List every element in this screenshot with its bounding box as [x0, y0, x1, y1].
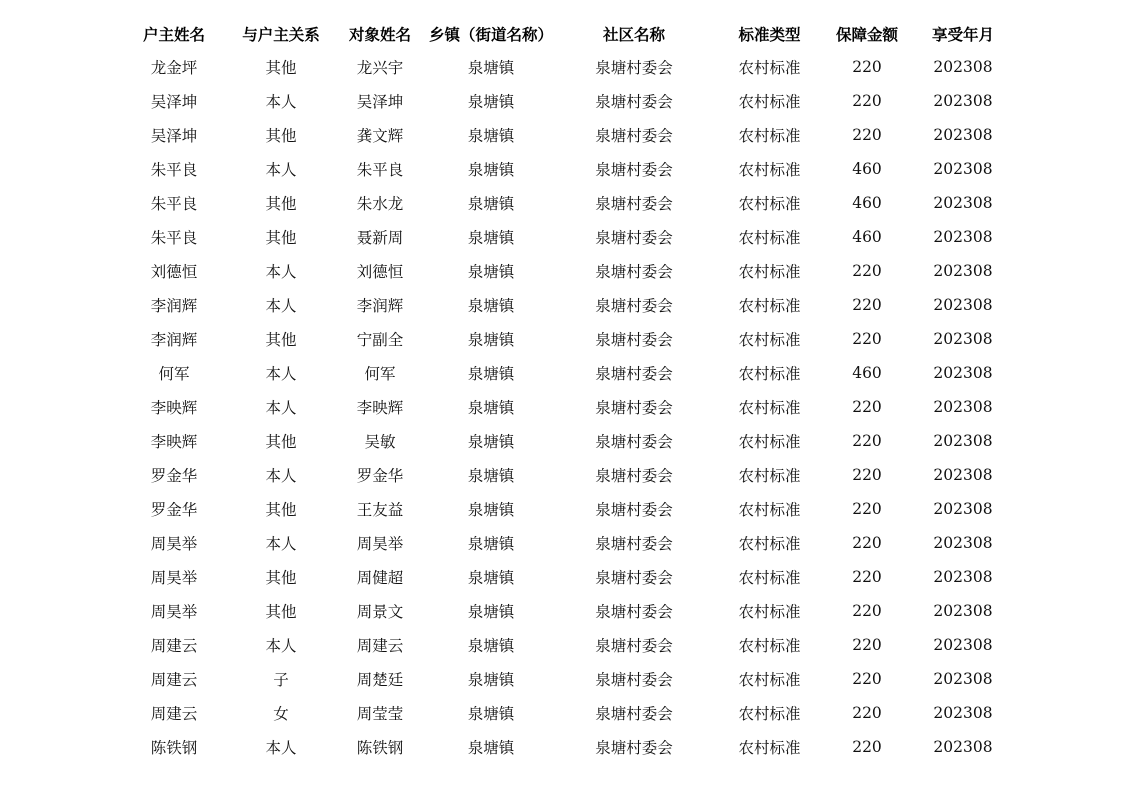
- header-row: [120, 17, 1019, 50]
- cell-community-name: 泉塘村委会: [595, 195, 673, 213]
- cell-standard-type: 农村标准: [738, 603, 801, 621]
- cell-relation-to-head: 其他: [265, 331, 297, 349]
- cell-township: 泉塘镇: [467, 331, 515, 349]
- cell-subsidy-amount: 220: [852, 126, 882, 144]
- table-row: [120, 696, 1019, 730]
- table-row: [120, 390, 1019, 424]
- cell-household-head-name: 朱平良: [150, 195, 198, 213]
- cell-benefit-month: 202308: [933, 92, 993, 110]
- cell-benefit-month: 202308: [933, 466, 993, 484]
- cell-benefit-month: 202308: [933, 228, 993, 246]
- column-header-standard-type: 标准类型: [738, 25, 801, 44]
- cell-township: 泉塘镇: [467, 297, 515, 315]
- cell-township: 泉塘镇: [467, 637, 515, 655]
- cell-household-head-name: 李映辉: [150, 399, 198, 417]
- table-row: [120, 424, 1019, 458]
- cell-community-name: 泉塘村委会: [595, 365, 673, 383]
- cell-relation-to-head: 其他: [265, 501, 297, 519]
- cell-standard-type: 农村标准: [738, 569, 801, 587]
- column-header-township: 乡镇（街道名称）: [428, 25, 553, 44]
- cell-benefit-month: 202308: [933, 500, 993, 518]
- table-row: [120, 594, 1019, 628]
- table-row: [120, 730, 1019, 764]
- cell-township: 泉塘镇: [467, 603, 515, 621]
- cell-standard-type: 农村标准: [738, 161, 801, 179]
- cell-benefit-month: 202308: [933, 534, 993, 552]
- cell-benefit-month: 202308: [933, 568, 993, 586]
- cell-community-name: 泉塘村委会: [595, 399, 673, 417]
- cell-community-name: 泉塘村委会: [595, 535, 673, 553]
- cell-township: 泉塘镇: [467, 433, 515, 451]
- cell-relation-to-head: 其他: [265, 569, 297, 587]
- cell-subsidy-amount: 220: [852, 568, 882, 586]
- cell-standard-type: 农村标准: [738, 263, 801, 281]
- cell-community-name: 泉塘村委会: [595, 467, 673, 485]
- cell-township: 泉塘镇: [467, 59, 515, 77]
- cell-relation-to-head: 本人: [265, 535, 297, 553]
- cell-community-name: 泉塘村委会: [595, 331, 673, 349]
- cell-household-head-name: 李映辉: [150, 433, 198, 451]
- cell-beneficiary-name: 朱水龙: [356, 195, 404, 213]
- cell-township: 泉塘镇: [467, 161, 515, 179]
- cell-relation-to-head: 本人: [265, 161, 297, 179]
- cell-relation-to-head: 本人: [265, 365, 297, 383]
- cell-standard-type: 农村标准: [738, 195, 801, 213]
- cell-beneficiary-name: 王友益: [356, 501, 404, 519]
- cell-township: 泉塘镇: [467, 365, 515, 383]
- cell-township: 泉塘镇: [467, 263, 515, 281]
- cell-standard-type: 农村标准: [738, 739, 801, 757]
- cell-township: 泉塘镇: [467, 399, 515, 417]
- cell-standard-type: 农村标准: [738, 399, 801, 417]
- cell-standard-type: 农村标准: [738, 59, 801, 77]
- cell-standard-type: 农村标准: [738, 705, 801, 723]
- cell-township: 泉塘镇: [467, 93, 515, 111]
- table-row: [120, 118, 1019, 152]
- cell-benefit-month: 202308: [933, 636, 993, 654]
- cell-household-head-name: 罗金华: [150, 467, 198, 485]
- cell-benefit-month: 202308: [933, 670, 993, 688]
- cell-relation-to-head: 其他: [265, 603, 297, 621]
- cell-standard-type: 农村标准: [738, 535, 801, 553]
- cell-benefit-month: 202308: [933, 262, 993, 280]
- cell-standard-type: 农村标准: [738, 297, 801, 315]
- cell-beneficiary-name: 李润辉: [356, 297, 404, 315]
- table-row: [120, 628, 1019, 662]
- cell-beneficiary-name: 宁副全: [356, 331, 404, 349]
- cell-community-name: 泉塘村委会: [595, 263, 673, 281]
- cell-township: 泉塘镇: [467, 705, 515, 723]
- table-row: [120, 152, 1019, 186]
- cell-standard-type: 农村标准: [738, 365, 801, 383]
- cell-benefit-month: 202308: [933, 364, 993, 382]
- cell-community-name: 泉塘村委会: [595, 637, 673, 655]
- table-row: [120, 288, 1019, 322]
- cell-subsidy-amount: 220: [852, 296, 882, 314]
- cell-subsidy-amount: 220: [852, 670, 882, 688]
- cell-benefit-month: 202308: [933, 194, 993, 212]
- cell-relation-to-head: 本人: [265, 297, 297, 315]
- cell-community-name: 泉塘村委会: [595, 705, 673, 723]
- cell-standard-type: 农村标准: [738, 433, 801, 451]
- column-header-community-name: 社区名称: [602, 25, 665, 44]
- cell-household-head-name: 朱平良: [150, 161, 198, 179]
- cell-beneficiary-name: 吴泽坤: [356, 93, 404, 111]
- cell-household-head-name: 陈铁钢: [150, 739, 198, 757]
- column-header-beneficiary-name: 对象姓名: [348, 25, 411, 44]
- cell-beneficiary-name: 陈铁钢: [356, 739, 404, 757]
- cell-subsidy-amount: 220: [852, 262, 882, 280]
- table-header: [120, 17, 1019, 50]
- cell-township: 泉塘镇: [467, 671, 515, 689]
- cell-subsidy-amount: 460: [852, 364, 882, 382]
- cell-benefit-month: 202308: [933, 330, 993, 348]
- beneficiary-table: [120, 17, 1019, 764]
- cell-household-head-name: 周昊举: [150, 569, 198, 587]
- cell-relation-to-head: 本人: [265, 93, 297, 111]
- cell-standard-type: 农村标准: [738, 127, 801, 145]
- cell-beneficiary-name: 周景文: [356, 603, 404, 621]
- cell-township: 泉塘镇: [467, 127, 515, 145]
- cell-standard-type: 农村标准: [738, 501, 801, 519]
- cell-subsidy-amount: 220: [852, 398, 882, 416]
- table-row: [120, 526, 1019, 560]
- column-header-benefit-month: 享受年月: [931, 25, 994, 44]
- cell-benefit-month: 202308: [933, 602, 993, 620]
- cell-benefit-month: 202308: [933, 160, 993, 178]
- cell-relation-to-head: 其他: [265, 433, 297, 451]
- cell-township: 泉塘镇: [467, 535, 515, 553]
- cell-standard-type: 农村标准: [738, 229, 801, 247]
- cell-subsidy-amount: 220: [852, 602, 882, 620]
- cell-subsidy-amount: 460: [852, 194, 882, 212]
- cell-household-head-name: 吴泽坤: [150, 127, 198, 145]
- cell-household-head-name: 龙金坪: [150, 59, 198, 77]
- cell-subsidy-amount: 220: [852, 636, 882, 654]
- cell-beneficiary-name: 朱平良: [356, 161, 404, 179]
- cell-subsidy-amount: 220: [852, 500, 882, 518]
- table-row: [120, 254, 1019, 288]
- cell-community-name: 泉塘村委会: [595, 127, 673, 145]
- cell-benefit-month: 202308: [933, 738, 993, 756]
- cell-standard-type: 农村标准: [738, 331, 801, 349]
- table-row: [120, 186, 1019, 220]
- cell-household-head-name: 李润辉: [150, 297, 198, 315]
- cell-household-head-name: 周建云: [150, 671, 198, 689]
- cell-household-head-name: 吴泽坤: [150, 93, 198, 111]
- cell-community-name: 泉塘村委会: [595, 671, 673, 689]
- column-header-subsidy-amount: 保障金额: [835, 25, 898, 44]
- cell-benefit-month: 202308: [933, 704, 993, 722]
- cell-beneficiary-name: 聂新周: [356, 229, 404, 247]
- cell-subsidy-amount: 220: [852, 534, 882, 552]
- cell-subsidy-amount: 220: [852, 92, 882, 110]
- table-row: [120, 84, 1019, 118]
- cell-benefit-month: 202308: [933, 296, 993, 314]
- cell-household-head-name: 刘德恒: [150, 263, 198, 281]
- cell-benefit-month: 202308: [933, 398, 993, 416]
- cell-community-name: 泉塘村委会: [595, 739, 673, 757]
- table-row: [120, 560, 1019, 594]
- cell-beneficiary-name: 龚文辉: [356, 127, 404, 145]
- cell-community-name: 泉塘村委会: [595, 93, 673, 111]
- cell-subsidy-amount: 460: [852, 160, 882, 178]
- cell-subsidy-amount: 460: [852, 228, 882, 246]
- cell-standard-type: 农村标准: [738, 93, 801, 111]
- cell-household-head-name: 周昊举: [150, 535, 198, 553]
- cell-benefit-month: 202308: [933, 126, 993, 144]
- cell-community-name: 泉塘村委会: [595, 433, 673, 451]
- cell-community-name: 泉塘村委会: [595, 603, 673, 621]
- cell-standard-type: 农村标准: [738, 671, 801, 689]
- cell-community-name: 泉塘村委会: [595, 59, 673, 77]
- cell-beneficiary-name: 周楚廷: [356, 671, 404, 689]
- cell-relation-to-head: 本人: [265, 263, 297, 281]
- cell-beneficiary-name: 周昊举: [356, 535, 404, 553]
- cell-subsidy-amount: 220: [852, 432, 882, 450]
- cell-standard-type: 农村标准: [738, 467, 801, 485]
- cell-household-head-name: 罗金华: [150, 501, 198, 519]
- cell-community-name: 泉塘村委会: [595, 229, 673, 247]
- table-row: [120, 322, 1019, 356]
- cell-relation-to-head: 其他: [265, 59, 297, 77]
- cell-household-head-name: 周建云: [150, 705, 198, 723]
- cell-township: 泉塘镇: [467, 569, 515, 587]
- cell-relation-to-head: 女: [273, 705, 289, 723]
- column-header-relation-to-head: 与户主关系: [242, 25, 320, 44]
- table-body: [120, 50, 1019, 764]
- table-row: [120, 50, 1019, 84]
- cell-subsidy-amount: 220: [852, 330, 882, 348]
- cell-standard-type: 农村标准: [738, 637, 801, 655]
- cell-benefit-month: 202308: [933, 432, 993, 450]
- table-row: [120, 220, 1019, 254]
- cell-subsidy-amount: 220: [852, 58, 882, 76]
- cell-township: 泉塘镇: [467, 739, 515, 757]
- cell-beneficiary-name: 李映辉: [356, 399, 404, 417]
- cell-relation-to-head: 其他: [265, 127, 297, 145]
- cell-household-head-name: 周建云: [150, 637, 198, 655]
- cell-relation-to-head: 本人: [265, 637, 297, 655]
- cell-beneficiary-name: 龙兴宇: [356, 59, 404, 77]
- cell-township: 泉塘镇: [467, 229, 515, 247]
- cell-relation-to-head: 其他: [265, 229, 297, 247]
- cell-beneficiary-name: 周健超: [356, 569, 404, 587]
- cell-township: 泉塘镇: [467, 501, 515, 519]
- cell-beneficiary-name: 何军: [364, 365, 396, 383]
- cell-township: 泉塘镇: [467, 467, 515, 485]
- cell-relation-to-head: 子: [273, 671, 289, 689]
- cell-community-name: 泉塘村委会: [595, 161, 673, 179]
- cell-beneficiary-name: 罗金华: [356, 467, 404, 485]
- cell-subsidy-amount: 220: [852, 466, 882, 484]
- cell-community-name: 泉塘村委会: [595, 501, 673, 519]
- cell-beneficiary-name: 周建云: [356, 637, 404, 655]
- cell-relation-to-head: 本人: [265, 467, 297, 485]
- cell-subsidy-amount: 220: [852, 704, 882, 722]
- cell-beneficiary-name: 周莹莹: [356, 705, 404, 723]
- table-row: [120, 356, 1019, 390]
- table-row: [120, 662, 1019, 696]
- cell-community-name: 泉塘村委会: [595, 569, 673, 587]
- cell-township: 泉塘镇: [467, 195, 515, 213]
- cell-household-head-name: 李润辉: [150, 331, 198, 349]
- cell-community-name: 泉塘村委会: [595, 297, 673, 315]
- cell-relation-to-head: 本人: [265, 399, 297, 417]
- cell-relation-to-head: 其他: [265, 195, 297, 213]
- table-row: [120, 492, 1019, 526]
- cell-household-head-name: 何军: [158, 365, 190, 383]
- cell-household-head-name: 周昊举: [150, 603, 198, 621]
- cell-beneficiary-name: 刘德恒: [356, 263, 404, 281]
- table-row: [120, 458, 1019, 492]
- cell-beneficiary-name: 吴敏: [364, 433, 396, 451]
- cell-subsidy-amount: 220: [852, 738, 882, 756]
- cell-benefit-month: 202308: [933, 58, 993, 76]
- cell-household-head-name: 朱平良: [150, 229, 198, 247]
- column-header-household-head-name: 户主姓名: [142, 25, 205, 44]
- cell-relation-to-head: 本人: [265, 739, 297, 757]
